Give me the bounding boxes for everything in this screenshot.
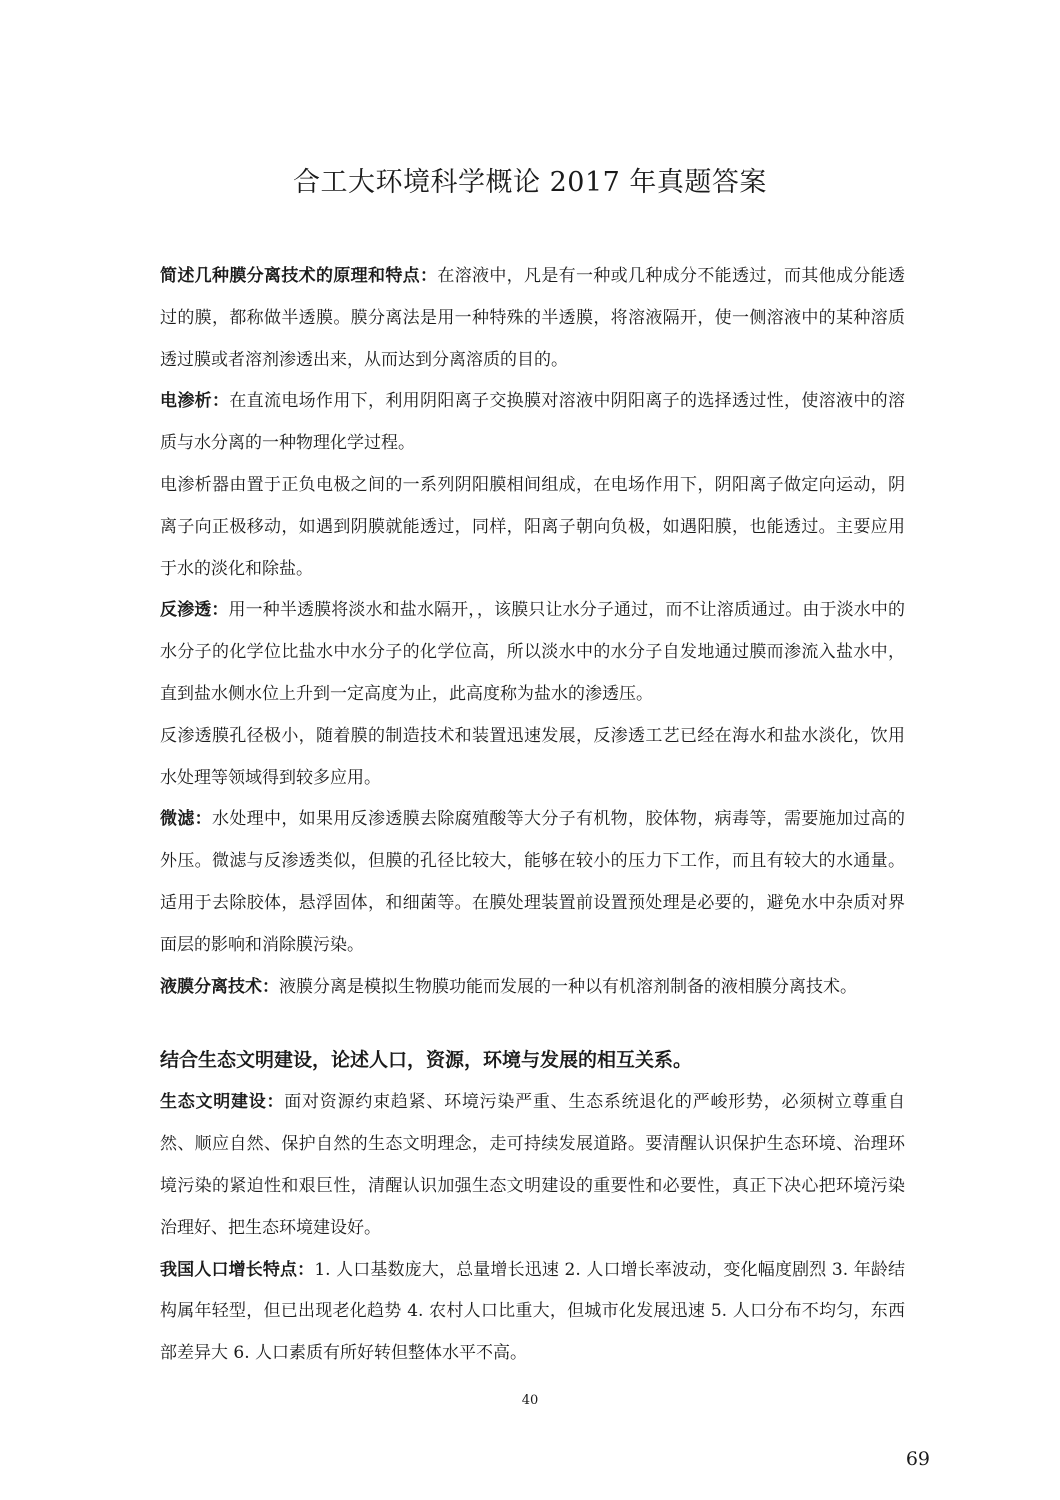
document-title: 合工大环境科学概论 2017 年真题答案 [293, 167, 767, 198]
paragraph-text: 1. 人口基数庞大，总量增长迅速 2. 人口增长率波动，变化幅度剧烈 3. 年龄结构属年轻型，但已出现老化趋势 4. 农村人口比重大，但城市化发展迅速 5. 人口分布不均匀，东西部差异大 6. 人口素质有所好转但整体水平不高。 [160, 1259, 905, 1364]
paragraph [160, 465, 905, 590]
paragraph-label: 电渗析： [160, 391, 230, 412]
section-ecological-civilization [160, 1038, 905, 1375]
paragraph-label: 液膜分离技术： [160, 976, 279, 997]
paragraph-label: 生态文明建设： [160, 1092, 285, 1113]
section-membrane-separation [160, 256, 905, 1008]
section-heading: 结合生态文明建设，论述人口，资源，环境与发展的相互关系。 [160, 1049, 693, 1072]
paragraph-label: 简述几种膜分离技术的原理和特点： [160, 266, 438, 286]
paragraph-text: 在溶液中，凡是有一种或几种成分不能透过，而其他成分能透过的膜，都称做半透膜。膜分离法是用一种特殊的半透膜，将溶液隔开，使一侧溶液中的某种溶质透过膜或者溶剂渗透出来，从而达到分离溶质的目的。 [160, 266, 906, 370]
paragraph-text: 电渗析器由置于正负电极之间的一系列阴阳膜相间组成，在电场作用下，阴阳离子做定向运动，阴离子向正极移动，如遇到阴膜就能透过，同样，阳离子朝向负极，如遇阳膜，也能透过。主要应用于水的淡化和除盐。 [160, 474, 905, 579]
paragraph-label: 微滤： [160, 809, 212, 830]
paragraph-text: 用一种半透膜将淡水和盐水隔开，，该膜只让水分子通过，而不让溶质通过。由于淡水中的水分子的化学位比盐水中水分子的化学位高，所以淡水中的水分子自发地通过膜而渗流入盐水中，直到盐水侧水位上升到一定高度为止，此高度称为盐水的渗透压。 [160, 600, 906, 704]
paragraph-text: 液膜分离是模拟生物膜功能而发展的一种以有机溶剂制备的液相膜分离技术。 [279, 976, 857, 997]
paragraph-label: 反渗透： [160, 600, 229, 621]
paragraph [160, 967, 905, 1009]
paragraph [160, 716, 905, 800]
outer-page-number: 69 [905, 1448, 930, 1470]
paragraph-label: 我国人口增长特点： [160, 1259, 315, 1280]
paragraph-text: 水处理中，如果用反渗透膜去除腐殖酸等大分子有机物，胶体物，病毒等，需要施加过高的外压。微滤与反渗透类似，但膜的孔径比较大，能够在较小的压力下工作，而且有较大的水通量。适用于去除胶体，悬浮固体，和细菌等。在膜处理装置前设置预处理是必要的，避免水中杂质对界面层的影响和消除膜污染。 [160, 809, 905, 955]
paragraph [160, 1250, 905, 1375]
document-body [160, 256, 905, 1375]
paragraph-text: 在直流电场作用下，利用阴阳离子交换膜对溶液中阴阳离子的选择透过性，使溶液中的溶质与水分离的一种物理化学过程。 [160, 391, 906, 454]
paragraph [160, 381, 905, 465]
paragraph-text: 反渗透膜孔径极小，随着膜的制造技术和装置迅速发展，反渗透工艺已经在海水和盐水淡化，饮用水处理等领域得到较多应用。 [160, 725, 905, 788]
paragraph [160, 590, 905, 715]
paragraph-text: 面对资源约束趋紧、环境污染严重、生态系统退化的严峻形势，必须树立尊重自然、顺应自然、保护自然的生态文明理念，走可持续发展道路。要清醒认识保护生态环境、治理环境污染的紧迫性和艰巨性，清醒认识加强生态文明建设的重要性和必要性，真正下决心把环境污染治理好、把生态环境建设好。 [160, 1092, 906, 1238]
paragraph [160, 1082, 905, 1249]
paragraph [160, 256, 905, 381]
inner-page-number: 40 [521, 1393, 539, 1408]
paragraph [160, 799, 905, 966]
section-spacer [160, 1008, 905, 1038]
